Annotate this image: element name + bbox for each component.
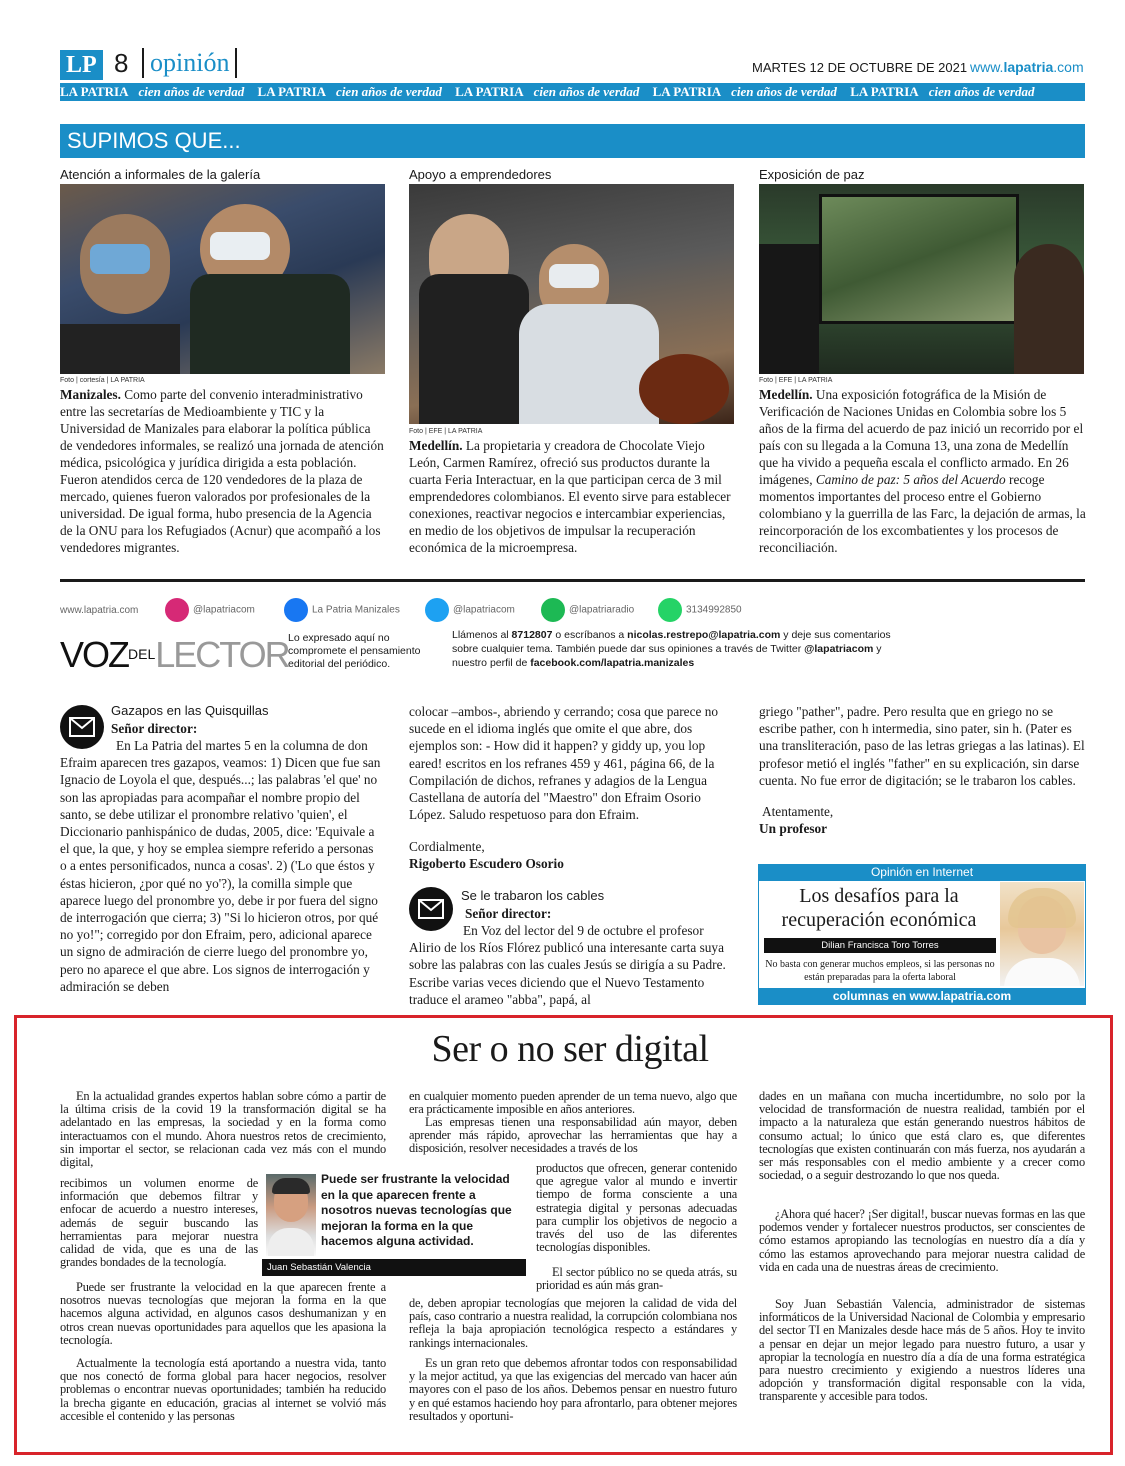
del-word: DEL bbox=[128, 646, 156, 662]
letter-body: En La Patria del martes 5 en la columna de don Efraim aparecen tres gazapos, veamos: 1) Dicen que fue san Ignacio de Loyola el que, después...; las palabras 'el que' no son las apropiadas para acompañar el nombre propio del santo, se debe utilizar el pronombre relativo 'quien', el Diccionario panhispánico de dudas, 2005, dice: 'Equivale a el que, la que, y hoy se emplea siempre referido a personas o a entes personificados, nunca a cosas'. 2) ('Lo que éstos y éstas hicieron, ¿por qué no yo'?), la comilla simple que aparece luego del pronombre yo, debe ir por fuera del signo de interrogación que cierra; 3) "Si lo hicieron otros, por qué no yo!"; corregido por don Efraim, pero, adicional aparece un signo de admiración de cierre luego del pronombre yo, pero no aparece el que abre. Los signos de interrogación y admiración se deben bbox=[60, 738, 381, 994]
photo-peace-exhibit bbox=[759, 184, 1084, 374]
story-title: Exposición de paz bbox=[759, 167, 865, 182]
story-text bbox=[60, 386, 385, 556]
ribbon-brand: LA PATRIA bbox=[257, 84, 327, 99]
story-text bbox=[409, 437, 737, 556]
lector-word: LECTOR bbox=[155, 634, 289, 675]
voz-del-lector-title bbox=[60, 634, 289, 676]
section-name: opinión bbox=[142, 48, 237, 78]
story-text bbox=[759, 386, 1087, 556]
contact-text: Llámenos al bbox=[452, 629, 512, 641]
pull-quote: Puede ser frustrante la velocidad en la que aparecen frente a nosotros nuevas tecnologías que mejoran la forma en la que hacemos alguna actividad. bbox=[321, 1172, 512, 1248]
story-body: Una exposición fotográfica de la Misión de Verificación de Naciones Unidas en Colombia sobre los 5 años de la firma del acuerdo de paz inició un recorrido por el país con su llegada a la Comuna 13, una zona de Medellín que ha vivido a pequeña escala el conflicto armado. En 26 imágenes, bbox=[759, 387, 1084, 487]
ribbon-slogan: cien años de verdad bbox=[533, 84, 640, 99]
letter-signature bbox=[759, 820, 827, 837]
spotify-handle: @lapatriaradio bbox=[569, 604, 635, 616]
story-title: Apoyo a emprendedores bbox=[409, 167, 552, 182]
social-spotify[interactable] bbox=[541, 598, 634, 622]
facebook-handle: La Patria Manizales bbox=[312, 604, 400, 616]
social-whatsapp[interactable] bbox=[658, 598, 742, 622]
page-number: 8 bbox=[114, 48, 129, 78]
story-lead: Medellín. bbox=[759, 387, 813, 402]
exhibit-name: Camino de paz: 5 años del Acuerdo bbox=[815, 472, 1006, 487]
contact-twitter[interactable]: @lapatriacom bbox=[804, 643, 874, 655]
story-lead: Medellín. bbox=[409, 438, 463, 453]
photo-credit: Foto | cortesía | LA PATRIA bbox=[60, 377, 145, 384]
article-title: Ser o no ser digital bbox=[431, 1028, 709, 1070]
article-paragraph: recibimos un volumen enorme de información que debemos filtrar y enfocar de acuerdo a nuestro intereses, además de seguir buscando las herramientas para mejorar nuestra calidad de vida, que es una de las grandes bondades de la tecnología. bbox=[60, 1176, 258, 1270]
letter-title: Gazapos en las Quisquillas bbox=[111, 703, 269, 718]
contact-text: y nuestro perfil de bbox=[452, 643, 882, 669]
instagram-icon bbox=[165, 598, 189, 622]
letter-body-continued: colocar –ambos-, abriendo y cerrando; cosa que parece no sucede en el idioma inglés que omite el que abre, dos ejemplos son: - How did it happen? y giddy up, you lop eared! escritos en los refranes 459 y 461, página 66, de la Compilación de dichos, refranes y adagios de la Lengua Castellana de autoría del "Maestro" don Efraim Osorio López. Saludo respetuoso para don Efraim. bbox=[409, 704, 719, 823]
article-paragraph: El sector público no se queda atrás, su prioridad es aún más gran- bbox=[536, 1265, 737, 1293]
article-paragraph: en cualquier momento pueden aprender de un tema nuevo, algo que era prácticamente imposible en años anteriores. bbox=[409, 1089, 737, 1117]
letter-salutation bbox=[111, 720, 197, 737]
ribbon-slogan: cien años de verdad bbox=[138, 84, 245, 99]
photo-health-brigade bbox=[60, 184, 385, 374]
whatsapp-number: 3134992850 bbox=[686, 604, 742, 616]
story-body: La propietaria y creadora de Chocolate Viejo León, Carmen Ramírez, ofreció sus productos durante la cuarta Feria Interactuar, en la que participan cerca de 3 mil emprendedores colombianos. El evento sirve para establecer conexiones, reactivar negocios e intercambiar experiencias, en medio de los objetivos de impulsar la recuperación económica de la microempresa. bbox=[409, 438, 731, 555]
spotify-icon bbox=[541, 598, 565, 622]
article-paragraph: Soy Juan Sebastián Valencia, administrador de sistemas informáticos de la Universidad Nacional de Colombia y empresario del sector TI en Manizales desde hace más de 5 años. Hoy te invito a pensar en dejar un mejor legado para nuestro futuro, a usar y apropiar la tecnología en nuestro día a día de una forma estratégica para nuestro crecimiento y exigiendo a nuestros líderes una adopción y transformación digital responsable con la vida, transparente y accesible para todos. bbox=[759, 1297, 1085, 1404]
columnist-photo bbox=[266, 1174, 316, 1256]
letter-salutation bbox=[465, 905, 551, 922]
issue-date: MARTES 12 DE OCTUBRE DE 2021 bbox=[752, 60, 968, 75]
story-title: Atención a informales de la galería bbox=[60, 167, 261, 182]
contact-email[interactable]: nicolas.restrepo@lapatria.com bbox=[627, 629, 781, 641]
contact-text: y deje sus comentarios sobre cualquier tema. También puede dar sus opiniones a través de Twitter bbox=[452, 629, 891, 655]
site-prefix: www. bbox=[970, 59, 1004, 75]
salutation-text: Señor director: bbox=[111, 721, 198, 736]
contact-text: o escríbanos a bbox=[552, 629, 628, 641]
ribbon-slogan: cien años de verdad bbox=[731, 84, 837, 99]
article-paragraph: productos que ofrecen, generar contenido que agregue valor al mundo e invertir tiempo de forma consciente a una estrategia digital y personas adecuadas para cumplir los objetivos de negocio a través del uso de las diferentes tecnologías disponibles. bbox=[536, 1161, 737, 1255]
opinion-subtitle: No basta con generar muchos empleos, si las personas no están preparadas para la oferta laboral bbox=[765, 959, 995, 983]
opinion-title[interactable]: Los desafíos para la recuperación económica bbox=[781, 885, 977, 931]
site-brand: lapatria bbox=[1003, 59, 1054, 75]
whatsapp-icon bbox=[658, 598, 682, 622]
article-paragraph: Las empresas tienen una responsabilidad aún mayor, deben aprender más rápido, aprovechar las herramientas que hay a disposición, resolver necesidades a través de los bbox=[409, 1115, 737, 1156]
article-paragraph: Actualmente la tecnología está aportando a nuestra vida, tanto que nos conectó de forma global para hacer negocios, resolver problemas o encontrar nuevas oportunidades; también ha reducido la brecha gigante en educación, gracias al internet se volvió más accesible el contenido y las personas bbox=[60, 1356, 386, 1423]
letter-body: En Voz del lector del 9 de octubre el profesor Alirio de los Ríos Flórez publicó una interesante carta suya sobre las palabras con las cuales Jesús se dirigía a su Padre. Escribe varias veces diciendo que el Nuevo Testamento traduce el arameo "abba", papá, al bbox=[409, 923, 726, 1007]
photo-chocolate-fair bbox=[409, 184, 734, 424]
opinion-author: Dilian Francisca Toro Torres bbox=[764, 938, 996, 953]
ribbon-brand: LA PATRIA bbox=[850, 84, 919, 99]
story-body-end: recoge momentos importantes del proceso entre el Gobierno colombiano y la guerrilla de las Farc, la dejación de armas, la reincorporación de los excombatientes y los procesos de reconciliación. bbox=[759, 472, 1086, 555]
article-paragraph: Es un gran reto que debemos afrontar todos con responsabilidad y la mejor actitud, ya que las exigencias del mercado van hacer aún mayores con el paso de los años. Debemos pensar en nuestro futuro y en qué estamos haciendo hoy para afrontarlo, para obtener mejores resultados y oportuni- bbox=[409, 1356, 737, 1423]
facebook-icon bbox=[284, 598, 308, 622]
letter-title: Se le trabaron los cables bbox=[461, 888, 605, 903]
article-paragraph: ¿Ahora qué hacer? ¡Ser digital!, buscar nuevas formas en las que podemos vender y fortalecer nuestros productos, ser conscientes de cómo estamos apropiando las tecnologías en nuestro día a día y cómo las estamos aprovechando para mejorar nuestra calidad de vida en cada una de nuestras áreas de crecimiento. bbox=[759, 1207, 1085, 1274]
letter-signature bbox=[409, 855, 564, 872]
photo-credit: Foto | EFE | LA PATRIA bbox=[759, 377, 833, 384]
instagram-handle: @lapatriacom bbox=[193, 604, 255, 616]
ribbon-brand: LA PATRIA bbox=[60, 84, 129, 99]
editorial-disclaimer: Lo expresado aquí no compromete el pensamiento editorial del periódico. bbox=[288, 632, 421, 670]
signature-text: Rigoberto Escudero Osorio bbox=[409, 856, 564, 871]
story-lead: Manizales. bbox=[60, 387, 121, 402]
voz-word: VOZ bbox=[60, 634, 129, 675]
site-suffix: .com bbox=[1053, 59, 1084, 75]
social-site[interactable]: www.lapatria.com bbox=[60, 605, 139, 616]
contact-facebook[interactable]: facebook.com/lapatria.manizales bbox=[530, 657, 695, 669]
newspaper-logo: LP bbox=[60, 50, 103, 80]
social-instagram[interactable] bbox=[165, 598, 255, 622]
story-body: Como parte del convenio interadministrativo entre las secretarías de Medioambiente y TIC y la Universidad de Manizales para elaborar la política pública de vendedores informales, se realizó una jornada de atención médica, psicológica y jurídica dirigida a esta población. Fueron atendidos cerca de 120 vendedores de la plaza de mercado, quienes fueron valorados por profesionales de la universidad. De igual forma, hubo presencia de la Agencia de la ONU para los Refugiados (Acnur) que acompañó a los vendedores migrantes. bbox=[60, 387, 384, 555]
letter-closing: Atentamente, bbox=[762, 804, 834, 819]
opinion-box-header: Opinión en Internet bbox=[758, 864, 1086, 880]
section-divider bbox=[60, 579, 1085, 582]
article-paragraph: dades en un mañana con mucha incertidumbre, no solo por la velocidad de transformación de nuestra realidad, también por el impacto a la naturaleza que están generando nuestros hábitos de consumo actual; lo único que está claro es, que diferentes tecnologías que existen continuarán con más fuerza, nos ayudarán a ser más responsables con el medio ambiente y a crecer como sociedad, o a seguir destrozando lo que nos queda. bbox=[759, 1089, 1085, 1183]
article-paragraph: de, deben apropiar tecnologías que mejoren la calidad de vida del país, caso contrario a nuestra realidad, la corrupción colombiana nos refleja la baja apropiación tecnológica respecto a estándares y rankings internacionales. bbox=[409, 1296, 737, 1350]
letter-closing: Cordialmente, bbox=[409, 839, 485, 854]
twitter-handle: @lapatriacom bbox=[453, 604, 515, 616]
pull-quote-author: Juan Sebastián Valencia bbox=[262, 1259, 526, 1276]
letter-body-continued: griego "pather", padre. Pero resulta que en griego no se escribe pather, con h intermedia, sino pater, sin h. (Pater es una transliteración, paso de las letras griegas a las latinas). El profesor metió el inglés "father" en su explicación, sin darse cuenta. No fue error de digitación; se le trabaron los cables. bbox=[759, 704, 1085, 788]
reader-contact-info bbox=[452, 628, 892, 670]
section-band-title: SUPIMOS QUE... bbox=[60, 124, 1085, 158]
article-paragraph: Puede ser frustrante la velocidad en la que aparecen frente a nosotros nuevas tecnologías que mejoran la forma en la que hacemos alguna actividad, en algunos casos deshumanizan y en otros crean nuevas oportunidades para aquellos que les apasiona la tecnología. bbox=[60, 1280, 386, 1347]
signature-text: Un profesor bbox=[759, 821, 828, 836]
brand-ribbon bbox=[60, 83, 1085, 101]
twitter-icon bbox=[425, 598, 449, 622]
opinion-footer-link[interactable]: columnas en www.lapatria.com bbox=[758, 988, 1086, 1005]
ribbon-slogan: cien años de verdad bbox=[336, 84, 442, 99]
salutation-text: Señor director: bbox=[465, 906, 552, 921]
article-paragraph: En la actualidad grandes expertos hablan sobre cómo a partir de la última crisis de la covid 19 la transformación digital se ha adelantado en las empresas, la sociedad y en la forma como interactuamos con el mundo. Ahora nuestros retos de crecimiento, sin importar el sector, se relacionan cada vez más con el mundo digital, bbox=[60, 1089, 386, 1170]
ribbon-slogan: cien años de verdad bbox=[928, 84, 1035, 99]
social-facebook[interactable] bbox=[284, 598, 400, 622]
photo-credit: Foto | EFE | LA PATRIA bbox=[409, 428, 483, 435]
site-link[interactable] bbox=[970, 59, 1084, 75]
ribbon-brand: LA PATRIA bbox=[455, 84, 524, 99]
contact-phone: 8712807 bbox=[511, 629, 553, 641]
author-photo bbox=[1000, 882, 1084, 986]
social-twitter[interactable] bbox=[425, 598, 515, 622]
ribbon-brand: LA PATRIA bbox=[652, 84, 722, 99]
